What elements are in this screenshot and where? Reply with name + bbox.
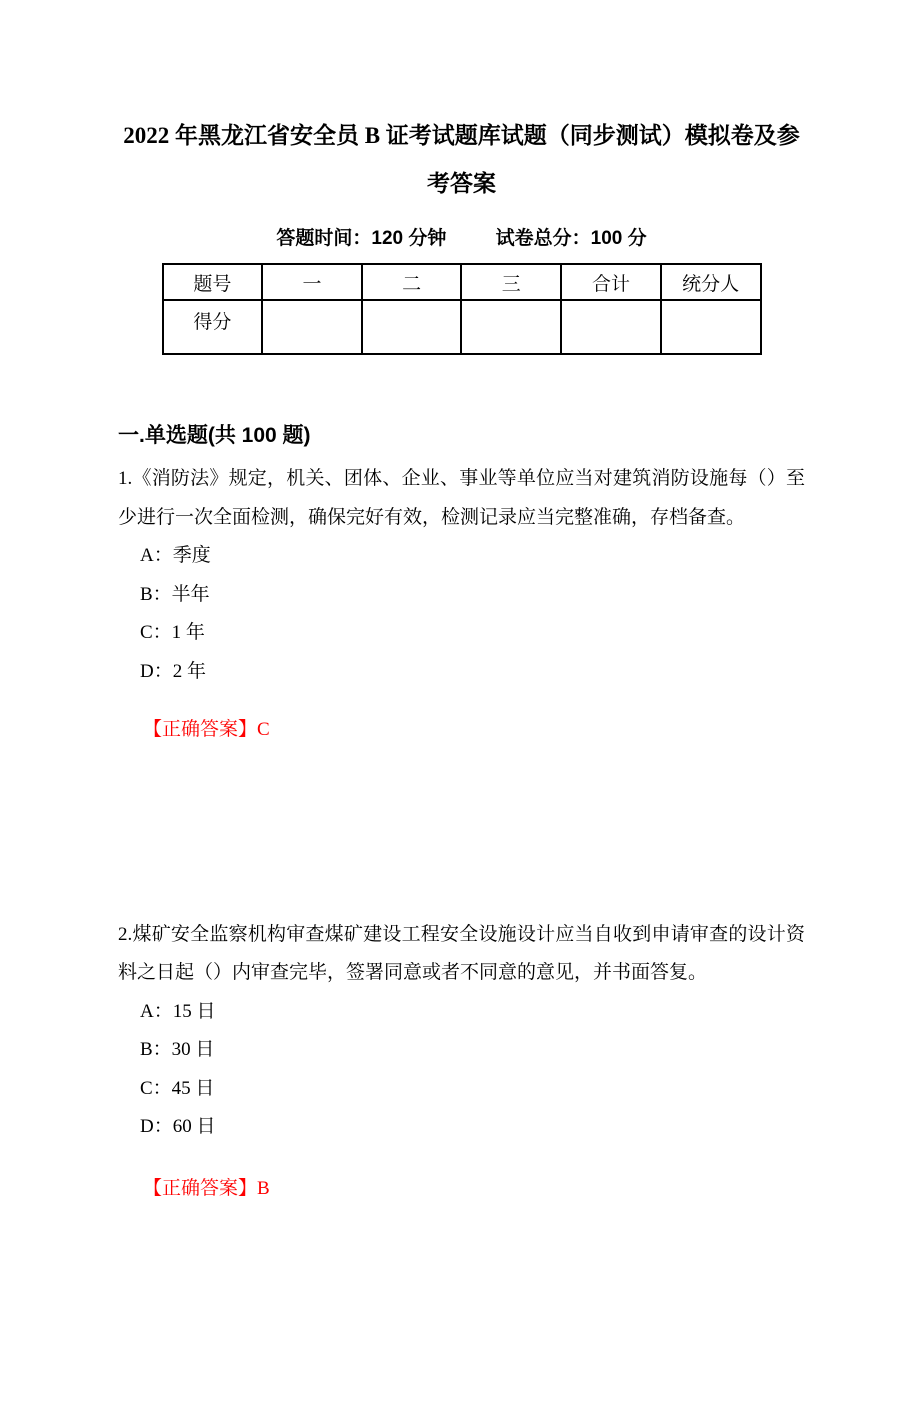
score-table-header-row bbox=[163, 264, 761, 300]
correct-answer-value: C bbox=[257, 719, 270, 740]
header-cell-section-3: 三 bbox=[461, 264, 561, 300]
question-1 bbox=[118, 460, 805, 750]
correct-answer-value: B bbox=[257, 1177, 270, 1199]
question-2-option-a: A：15 日 bbox=[140, 1000, 216, 1022]
score-cell-5 bbox=[661, 300, 761, 354]
question-2-option-d: D：60 日 bbox=[140, 1116, 216, 1137]
score-cell-3 bbox=[461, 300, 561, 354]
header-cell-grader: 统分人 bbox=[661, 264, 761, 300]
question-1-option-b: B：半年 bbox=[140, 583, 210, 605]
question-2-correct-answer bbox=[143, 1170, 805, 1209]
section-heading: 一.单选题(共 100 题) bbox=[118, 424, 311, 447]
question-1-option-a: A：季度 bbox=[140, 545, 211, 566]
question-1-option-d: D：2 年 bbox=[140, 660, 206, 682]
header-cell-section-2: 二 bbox=[362, 264, 462, 300]
question-1-option-c: C：1 年 bbox=[140, 622, 205, 643]
exam-meta bbox=[118, 223, 805, 250]
exam-duration: 答题时间：120 分钟 bbox=[276, 228, 447, 249]
question-1-options bbox=[140, 537, 805, 691]
score-cell-1 bbox=[262, 300, 362, 354]
question-2-option-b: B：30 日 bbox=[140, 1039, 215, 1060]
correct-answer-label: 【正确答案】 bbox=[143, 719, 258, 740]
correct-answer-label: 【正确答案】 bbox=[143, 1177, 258, 1199]
exam-total-score: 试卷总分：100 分 bbox=[495, 228, 647, 249]
score-table bbox=[162, 263, 762, 355]
question-2-option-c: C：45 日 bbox=[140, 1077, 215, 1099]
question-1-correct-answer bbox=[143, 711, 805, 750]
score-cell-2 bbox=[362, 300, 462, 354]
question-2 bbox=[118, 916, 805, 1209]
score-cell-4 bbox=[561, 300, 661, 354]
header-cell-question-number: 题号 bbox=[163, 264, 263, 300]
question-1-text: 1.《消防法》规定，机关、团体、企业、事业等单位应当对建筑消防设施每（）至少进行一次全面检测，确保完好有效，检测记录应当完整准确，存档备查。 bbox=[118, 468, 805, 528]
header-cell-section-1: 一 bbox=[262, 264, 362, 300]
page-title: 2022 年黑龙江省安全员 B 证考试题库试题（同步测试）模拟卷及参考答案 bbox=[123, 123, 800, 196]
question-2-text: 2.煤矿安全监察机构审查煤矿建设工程安全设施设计应当自收到申请审查的设计资料之日起（）内审查完毕，签署同意或者不同意的意见，并书面答复。 bbox=[118, 923, 805, 983]
score-row-label: 得分 bbox=[163, 300, 263, 354]
question-2-options bbox=[140, 993, 805, 1147]
header-cell-total: 合计 bbox=[561, 264, 661, 300]
document-page bbox=[0, 112, 920, 1208]
score-table-score-row bbox=[163, 300, 761, 354]
